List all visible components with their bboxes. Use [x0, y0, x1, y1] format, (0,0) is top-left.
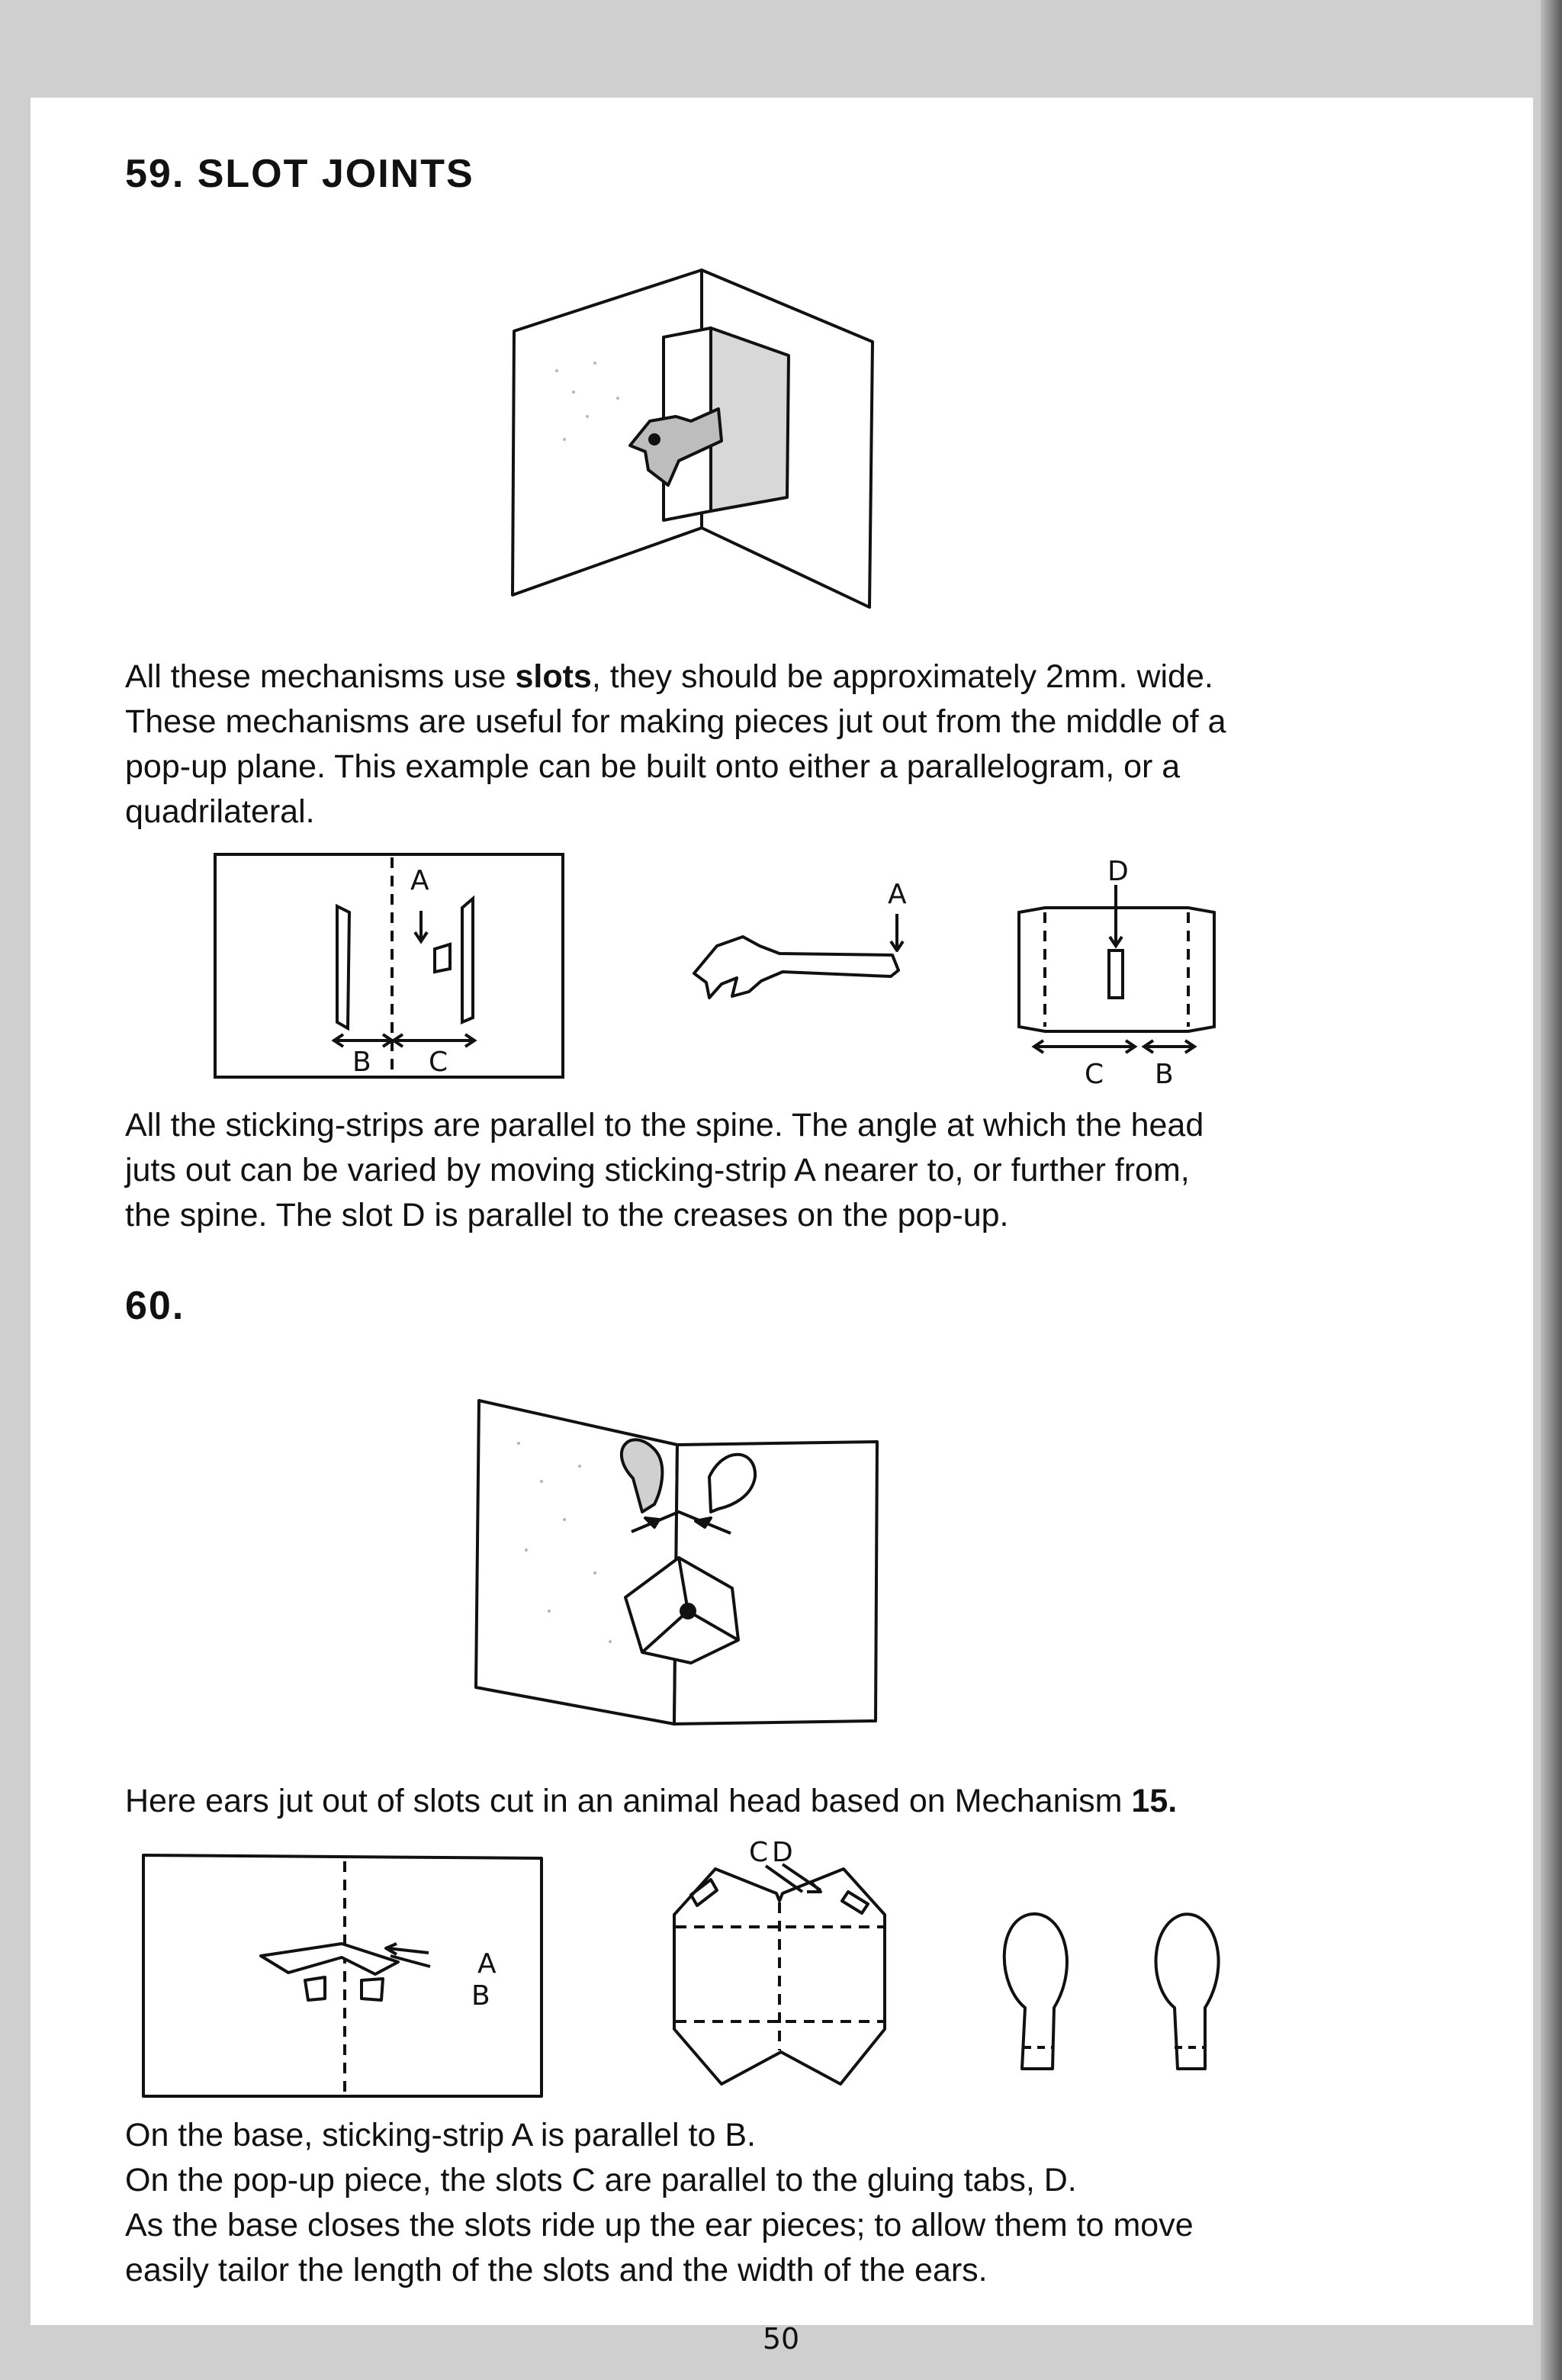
- ear-label-a: A: [477, 1948, 497, 1980]
- page-number: 50: [762, 2322, 800, 2356]
- net-label-d: D: [772, 1837, 793, 1868]
- intro-bold-word: slots: [515, 658, 592, 695]
- section-60-intro-text: Here ears jut out of slots cut in an animal head based on Mechanism: [125, 1783, 1132, 1819]
- scan-edge-shadow: [1541, 0, 1562, 2380]
- label-c: C: [429, 1047, 448, 1078]
- slot-joint-bird-illustration: [503, 264, 885, 607]
- section-60-intro-paragraph: [125, 1779, 1467, 1824]
- intro-text-part2: , they should be approximately 2mm. wide. These mechanisms are useful for making pieces jut out from the middle of a pop-up plane. This example can be built onto either a parallelogram, or a quadrilateral.: [125, 658, 1226, 830]
- net-label-c: C: [749, 1837, 769, 1868]
- ear-label-b: B: [471, 1980, 490, 2012]
- section-59-heading: 59. SLOT JOINTS: [125, 152, 474, 196]
- slot-joint-base-diagram: [214, 853, 566, 1082]
- section-59-intro-paragraph: [125, 654, 1467, 835]
- animal-head-net-diagram: [668, 1826, 897, 2101]
- label-a-head: A: [888, 879, 907, 910]
- ear-base-diagram: [139, 1851, 546, 2102]
- section-60-heading: 60.: [125, 1284, 185, 1328]
- ear-pieces-diagram: [992, 1878, 1251, 2081]
- section-59-explanation-paragraph: All the sticking-strips are parallel to the spine. The angle at which the head juts out can be varied by moving sticking-strip A nearer to, or further from, the spine. The slot D is parallel to the creases on the pop-up.: [125, 1107, 1204, 1233]
- label-d: D: [1107, 856, 1129, 887]
- mechanism-reference: 15.: [1131, 1783, 1178, 1819]
- label-b-popup: B: [1155, 1059, 1174, 1090]
- intro-text-part1: All these mechanisms use: [125, 658, 516, 695]
- animal-head-popup-illustration: [473, 1397, 885, 1733]
- label-a: A: [410, 865, 429, 896]
- label-c-popup: C: [1085, 1059, 1104, 1090]
- label-b: B: [352, 1047, 371, 1078]
- popup-slot-piece-diagram: [1013, 854, 1219, 1098]
- section-60-explanation-paragraph: On the base, sticking-strip A is parallel to B. On the pop-up piece, the slots C are parallel to the gluing tabs, D. As the base closes the slots ride up the ear pieces; to allow them to move easily tailor the length of the slots and the width of the ears.: [125, 2117, 1194, 2288]
- bird-head-piece-diagram: [676, 864, 927, 1031]
